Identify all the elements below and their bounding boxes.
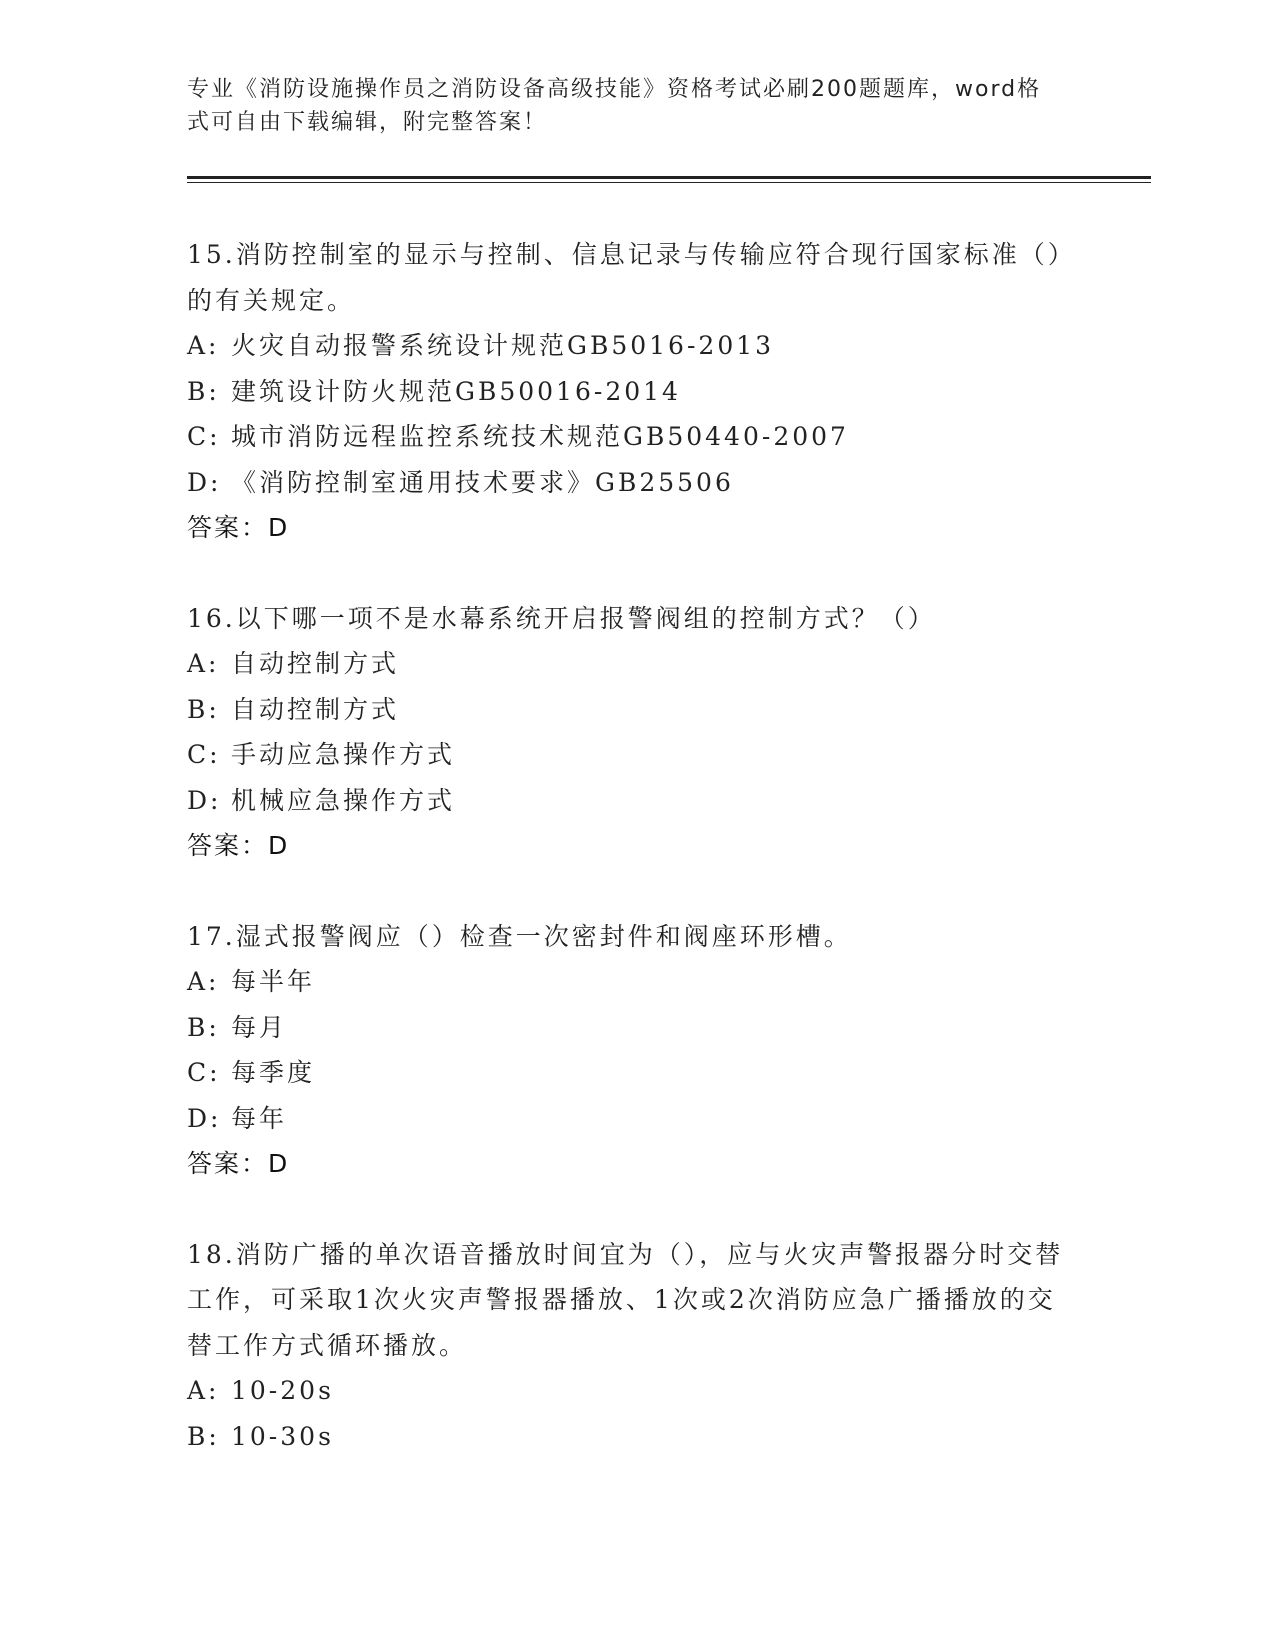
document-header [187, 73, 1067, 139]
option-text: 手动应急操作方式 [231, 740, 456, 769]
option-letter: B: [187, 1421, 220, 1451]
header-line-2: 式可自由下载编辑，附完整答案！ [187, 110, 548, 135]
question-list [187, 232, 1087, 1504]
question-stem: 18.消防广播的单次语音播放时间宜为（），应与火灾声警报器分时交替工作，可采取1次火灾声警报器播放、1次或2次消防应急广播播放的交替工作方式循环播放。 [187, 1239, 1064, 1360]
option-a [187, 1368, 1087, 1414]
option-letter: C: [187, 422, 221, 451]
option-a [187, 959, 1087, 1005]
question-16 [187, 596, 1087, 869]
option-b [187, 369, 1087, 415]
option-text: 每半年 [231, 967, 316, 996]
option-text: 每年 [231, 1103, 288, 1133]
option-letter: C: [187, 1058, 221, 1087]
option-text: 建筑设计防火规范GB50016-2014 [231, 376, 681, 406]
option-c [187, 1050, 1087, 1096]
option-letter: A: [187, 331, 220, 360]
option-a [187, 323, 1087, 369]
option-text: 自动控制方式 [231, 649, 400, 678]
option-a [187, 641, 1087, 687]
option-text: 自动控制方式 [231, 694, 400, 724]
option-text: 城市消防远程监控系统技术规范GB50440-2007 [231, 422, 849, 451]
option-text: 火灾自动报警系统设计规范GB5016-2013 [231, 331, 775, 360]
option-b [187, 1414, 1087, 1460]
option-letter: A: [187, 967, 220, 996]
question-stem: 16.以下哪一项不是水幕系统开启报警阀组的控制方式？（） [187, 603, 936, 633]
answer-line: 答案：D [187, 1149, 290, 1178]
question-stem: 17.湿式报警阀应（）检查一次密封件和阀座环形槽。 [187, 921, 852, 951]
option-letter: C: [187, 740, 221, 769]
option-text: 10-30s [231, 1421, 334, 1451]
question-17 [187, 914, 1087, 1187]
option-letter: A: [187, 649, 220, 678]
question-18 [187, 1232, 1087, 1460]
header-line-1: 专业《消防设施操作员之消防设备高级技能》资格考试必刷200题题库，word格 [187, 77, 1042, 102]
option-letter: B: [187, 376, 220, 406]
option-text: 每季度 [231, 1058, 316, 1087]
question-stem: 15.消防控制室的显示与控制、信息记录与传输应符合现行国家标准（）的有关规定。 [187, 240, 1076, 315]
option-d [187, 1096, 1087, 1142]
option-text: 《消防控制室通用技术要求》GB25506 [231, 467, 734, 497]
option-letter: A: [187, 1376, 220, 1405]
option-d [187, 460, 1087, 506]
option-b [187, 687, 1087, 733]
option-c [187, 732, 1087, 778]
option-text: 每月 [231, 1012, 288, 1042]
option-letter: B: [187, 1012, 220, 1042]
answer-line: 答案：D [187, 513, 290, 542]
answer-line: 答案：D [187, 831, 290, 860]
option-d [187, 778, 1087, 824]
option-letter: D: [187, 467, 222, 497]
header-divider-thick [187, 176, 1151, 179]
option-text: 10-20s [231, 1376, 334, 1405]
option-letter: D: [187, 1103, 222, 1133]
option-text: 机械应急操作方式 [231, 785, 456, 815]
option-b [187, 1005, 1087, 1051]
header-divider-thin [187, 182, 1151, 183]
question-15 [187, 232, 1087, 551]
option-letter: B: [187, 694, 220, 724]
option-letter: D: [187, 785, 222, 815]
option-c [187, 414, 1087, 460]
